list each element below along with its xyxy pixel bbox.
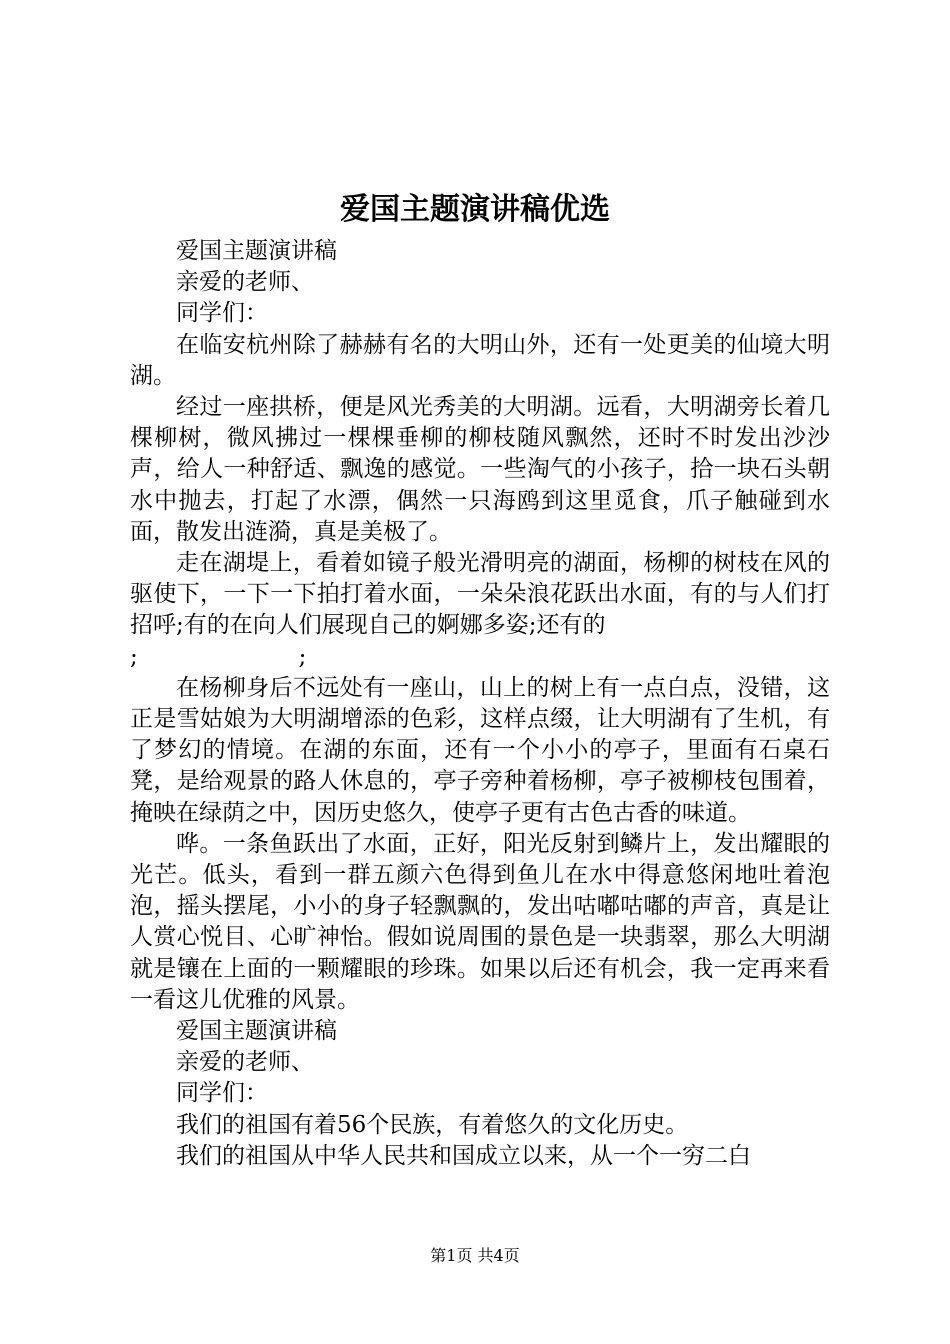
- document-body: [130, 236, 830, 1172]
- document-title: 爱国主题演讲稿优选: [340, 192, 610, 227]
- page-footer: 第1页 共4页: [430, 1246, 520, 1265]
- paragraph-salutation-continued: 同学们：: [176, 1080, 268, 1107]
- paragraph-salutation-continued: 同学们：: [176, 300, 268, 327]
- paragraph-heading: 爱国主题演讲稿: [176, 238, 337, 264]
- paragraph: 走在湖堤上，看着如镜子般光滑明亮的湖面，杨柳的树枝在风的驱使下，一下一下拍打着水面，一朵朵浪花跃出水面，有的与人们打招呼;有的在向人们展现自己的婀娜多姿;还有的: [130, 550, 830, 639]
- paragraph: 我们的祖国有着56个民族，有着悠久的文化历史。: [176, 1111, 689, 1138]
- paragraph-heading: 爱国主题演讲稿: [176, 1018, 337, 1045]
- paragraph: 经过一座拱桥，便是风光秀美的大明湖。远看，大明湖旁长着几棵柳树，微风拂过一棵棵垂柳的柳枝随风飘然，还时不时发出沙沙声，给人一种舒适、飘逸的感觉。一些淘气的小孩子，拾一块石头朝水中抛去，打起了水漂，偶然一只海鸥到这里觅食，爪子触碰到水面，散发出涟漪，真是美极了。: [130, 394, 830, 545]
- blank-placeholder-line: ; ;: [130, 643, 307, 670]
- paragraph-salutation: 亲爱的老师、: [176, 269, 314, 296]
- paragraph: 我们的祖国从中华人民共和国成立以来，从一个一穷二白: [176, 1142, 751, 1169]
- paragraph-salutation: 亲爱的老师、: [176, 1049, 314, 1076]
- paragraph: 哗。一条鱼跃出了水面，正好，阳光反射到鳞片上，发出耀眼的光芒。低头，看到一群五颜六色得到鱼儿在水中得意悠闲地吐着泡泡，摇头摆尾，小小的身子轻飘飘的，发出咕嘟咕嘟的声音，真是让人赏心悦目、心旷神怡。假如说周围的景色是一块翡翠，那么大明湖就是镶在上面的一颗耀眼的珍珠。如果以后还有机会，我一定再来看一看这儿优雅的风景。: [130, 830, 830, 1013]
- paragraph: 在杨柳身后不远处有一座山，山上的树上有一点白点，没错，这正是雪姑娘为大明湖增添的色彩，这样点缀，让大明湖有了生机，有了梦幻的情境。在湖的东面，还有一个小小的亭子，里面有石桌石凳，是给观景的路人休息的，亭子旁种着杨柳，亭子被柳枝包围着，掩映在绿荫之中，因历史悠久，使亭子更有古色古香的味道。: [130, 674, 830, 826]
- paragraph: 在临安杭州除了赫赫有名的大明山外，还有一处更美的仙境大明湖。: [130, 331, 830, 389]
